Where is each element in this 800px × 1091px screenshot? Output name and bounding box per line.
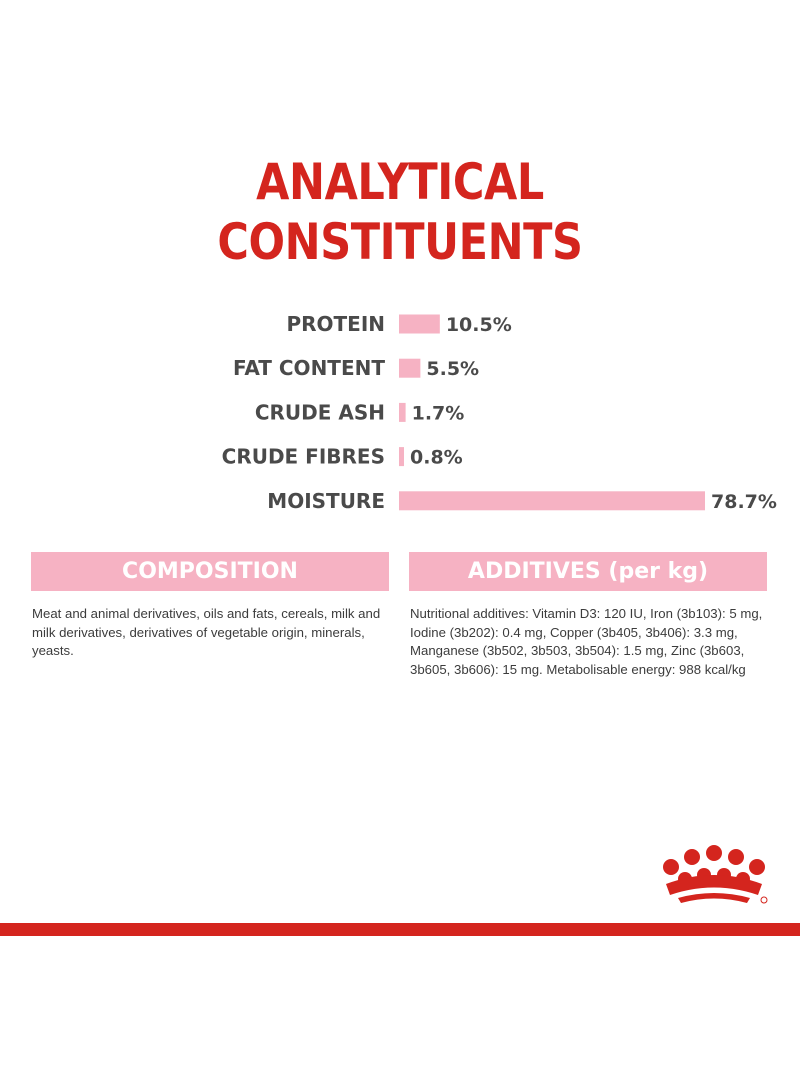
bar-label: MOISTURE: [267, 488, 385, 513]
bar-value-label: 78.7%: [711, 490, 777, 513]
bar-label: FAT CONTENT: [232, 356, 385, 381]
bar-value-label: 0.8%: [410, 446, 463, 469]
additives-text: Nutritional additives: Vitamin D3: 120 IU, Iron (3b103): 5 mg, Iodine (3b202): 0.4 mg, Copper (3b405, 3b406): 3.3 mg, Manganese (3b502, 3b503, 3b504): 1.5 mg, Zinc (3b603, 3b605, 3b606): 15 mg. Metabolisable energy: 988 kcal/kg: [410, 606, 763, 677]
bottom-red-stripe: [0, 923, 800, 936]
royal-canin-crown-logo-icon: [658, 842, 770, 908]
page-title-line-1: ANALYTICAL: [256, 153, 544, 211]
bar-value-label: 5.5%: [426, 358, 480, 381]
page-title-line-2: CONSTITUENTS: [217, 213, 583, 271]
additives-heading: ADDITIVES (per kg): [409, 552, 767, 591]
bar-label: CRUDE FIBRES: [221, 444, 385, 469]
composition-heading: COMPOSITION: [31, 552, 389, 591]
bar-label: CRUDE ASH: [254, 400, 385, 425]
bar: [399, 447, 404, 466]
composition-text: Meat and animal derivatives, oils and fats, cereals, milk and milk derivatives, derivatives of vegetable origin, minerals, yeasts.: [32, 606, 381, 658]
bar: [399, 315, 440, 334]
bar: [399, 491, 705, 510]
bar-value-label: 1.7%: [411, 402, 465, 425]
bar-value-label: 10.5%: [445, 314, 512, 336]
analytical-constituents-chart: [0, 0, 800, 540]
bar-label: PROTEIN: [286, 312, 385, 336]
bar: [399, 403, 406, 422]
bar: [399, 359, 420, 378]
